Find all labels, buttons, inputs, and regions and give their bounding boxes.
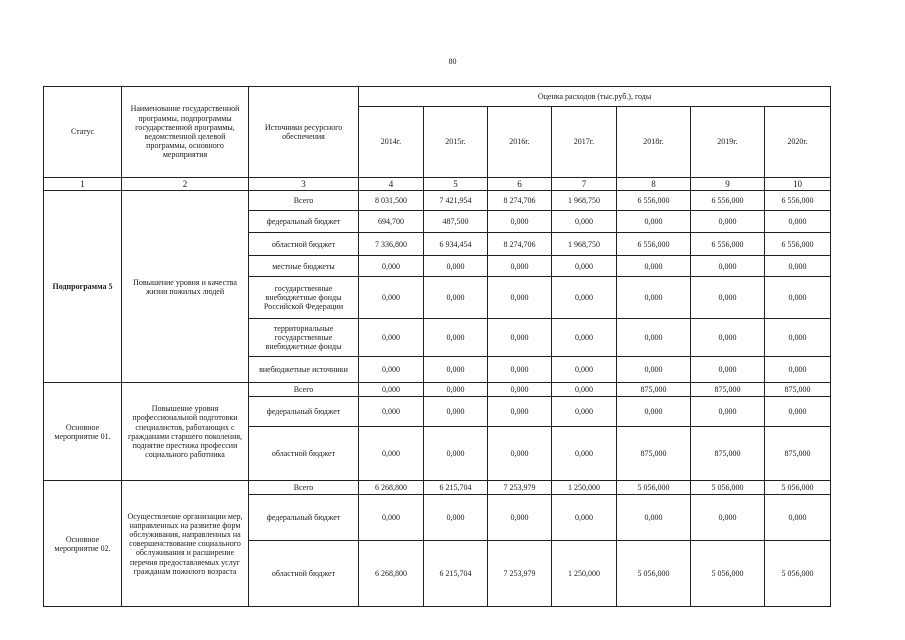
- value-cell: 0,000: [424, 383, 488, 397]
- value-cell: 0,000: [765, 319, 831, 357]
- value-cell: 0,000: [691, 397, 765, 427]
- program-name-cell: Повышение уровня профессиональной подготовки специалистов, работающих с гражданами старшего поколения, поднятие престижа профессии социального работника: [122, 383, 249, 481]
- value-cell: 0,000: [359, 397, 424, 427]
- value-cell: 0,000: [359, 383, 424, 397]
- value-cell: 0,000: [488, 495, 552, 541]
- table-row: [44, 191, 831, 211]
- header-status: Статус: [44, 87, 122, 178]
- value-cell: 0,000: [552, 383, 617, 397]
- value-cell: 6 556,000: [765, 191, 831, 211]
- value-cell: 0,000: [359, 256, 424, 277]
- status-cell: Основное мероприятие 02.: [44, 481, 122, 607]
- column-number: 4: [359, 178, 424, 191]
- value-cell: 5 056,000: [765, 481, 831, 495]
- value-cell: 7 421,954: [424, 191, 488, 211]
- header-costs-title: Оценка расходов (тыс.руб.), годы: [359, 87, 831, 107]
- source-cell: Всего: [249, 191, 359, 211]
- value-cell: 6 268,800: [359, 541, 424, 607]
- program-name-cell: Осуществление организации мер, направленных на развитие форм обслуживания, направленных на совершенствование социального обслуживания и расширение перечня предоставляемых услуг гражданам пожилого возраста: [122, 481, 249, 607]
- header-year: 2020г.: [765, 107, 831, 178]
- value-cell: 875,000: [765, 383, 831, 397]
- value-cell: 0,000: [424, 256, 488, 277]
- value-cell: 875,000: [691, 427, 765, 481]
- value-cell: 875,000: [617, 427, 691, 481]
- value-cell: 5 056,000: [617, 481, 691, 495]
- table-body: [44, 191, 831, 607]
- column-number: 9: [691, 178, 765, 191]
- status-cell: Подпрограмма 5: [44, 191, 122, 383]
- source-cell: Всего: [249, 383, 359, 397]
- value-cell: 0,000: [617, 211, 691, 233]
- value-cell: 0,000: [359, 427, 424, 481]
- header-year: 2016г.: [488, 107, 552, 178]
- source-cell: государственные внебюджетные фонды Российской Федерации: [249, 277, 359, 319]
- value-cell: 0,000: [488, 397, 552, 427]
- value-cell: 0,000: [552, 256, 617, 277]
- value-cell: 1 250,000: [552, 481, 617, 495]
- value-cell: 1 968,750: [552, 233, 617, 256]
- source-cell: федеральный бюджет: [249, 495, 359, 541]
- column-number: 5: [424, 178, 488, 191]
- value-cell: 0,000: [765, 357, 831, 383]
- value-cell: 0,000: [691, 211, 765, 233]
- value-cell: 0,000: [424, 277, 488, 319]
- source-cell: внебюджетные источники: [249, 357, 359, 383]
- value-cell: 875,000: [691, 383, 765, 397]
- column-number: 6: [488, 178, 552, 191]
- value-cell: 8 274,706: [488, 191, 552, 211]
- value-cell: 0,000: [359, 319, 424, 357]
- value-cell: 0,000: [617, 277, 691, 319]
- status-cell: Основное мероприятие 01.: [44, 383, 122, 481]
- source-cell: областной бюджет: [249, 427, 359, 481]
- source-cell: федеральный бюджет: [249, 397, 359, 427]
- value-cell: 0,000: [359, 357, 424, 383]
- column-number: 10: [765, 178, 831, 191]
- value-cell: 0,000: [552, 397, 617, 427]
- value-cell: 0,000: [617, 319, 691, 357]
- program-name-cell: Повышение уровня и качества жизни пожилых людей: [122, 191, 249, 383]
- value-cell: 487,500: [424, 211, 488, 233]
- value-cell: 6 215,704: [424, 481, 488, 495]
- column-number: 3: [249, 178, 359, 191]
- value-cell: 0,000: [691, 256, 765, 277]
- value-cell: 0,000: [765, 397, 831, 427]
- value-cell: 6 556,000: [617, 233, 691, 256]
- value-cell: 5 056,000: [765, 541, 831, 607]
- value-cell: 0,000: [765, 495, 831, 541]
- value-cell: 0,000: [552, 211, 617, 233]
- value-cell: 875,000: [617, 383, 691, 397]
- header-source: Источники ресурсного обеспечения: [249, 87, 359, 178]
- value-cell: 0,000: [691, 357, 765, 383]
- value-cell: 0,000: [617, 357, 691, 383]
- header-name: Наименование государственной программы, подпрограммы государственной программы, ведомственной целевой программы, основного мероприятия: [122, 87, 249, 178]
- value-cell: 0,000: [424, 397, 488, 427]
- source-cell: федеральный бюджет: [249, 211, 359, 233]
- value-cell: 6 215,704: [424, 541, 488, 607]
- value-cell: 0,000: [488, 357, 552, 383]
- value-cell: 0,000: [359, 277, 424, 319]
- header-year: 2018г.: [617, 107, 691, 178]
- value-cell: 0,000: [488, 427, 552, 481]
- value-cell: 0,000: [617, 397, 691, 427]
- value-cell: 0,000: [488, 256, 552, 277]
- column-number: 7: [552, 178, 617, 191]
- value-cell: 1 250,000: [552, 541, 617, 607]
- value-cell: 875,000: [765, 427, 831, 481]
- column-number: 2: [122, 178, 249, 191]
- value-cell: 0,000: [359, 495, 424, 541]
- header-year: 2014г.: [359, 107, 424, 178]
- value-cell: 6 934,454: [424, 233, 488, 256]
- column-number: 1: [44, 178, 122, 191]
- column-number: 8: [617, 178, 691, 191]
- page-number: 80: [448, 57, 457, 66]
- value-cell: 0,000: [617, 256, 691, 277]
- value-cell: 0,000: [552, 357, 617, 383]
- value-cell: 5 056,000: [691, 541, 765, 607]
- value-cell: 6 556,000: [691, 191, 765, 211]
- source-cell: местные бюджеты: [249, 256, 359, 277]
- source-cell: областной бюджет: [249, 233, 359, 256]
- value-cell: 6 556,000: [617, 191, 691, 211]
- value-cell: 1 968,750: [552, 191, 617, 211]
- value-cell: 0,000: [765, 211, 831, 233]
- value-cell: 0,000: [488, 211, 552, 233]
- value-cell: 5 056,000: [691, 481, 765, 495]
- value-cell: 0,000: [424, 495, 488, 541]
- value-cell: 8 274,706: [488, 233, 552, 256]
- source-cell: Всего: [249, 481, 359, 495]
- source-cell: территориальные государственные внебюджетные фонды: [249, 319, 359, 357]
- value-cell: 6 556,000: [691, 233, 765, 256]
- value-cell: 0,000: [488, 277, 552, 319]
- value-cell: 0,000: [424, 357, 488, 383]
- value-cell: 0,000: [691, 319, 765, 357]
- value-cell: 0,000: [488, 383, 552, 397]
- header-year: 2017г.: [552, 107, 617, 178]
- value-cell: 0,000: [691, 495, 765, 541]
- value-cell: 0,000: [552, 427, 617, 481]
- value-cell: 8 031,500: [359, 191, 424, 211]
- value-cell: 7 336,800: [359, 233, 424, 256]
- value-cell: 0,000: [765, 277, 831, 319]
- value-cell: 0,000: [552, 495, 617, 541]
- header-year: 2015г.: [424, 107, 488, 178]
- value-cell: 7 253,979: [488, 481, 552, 495]
- value-cell: 0,000: [488, 319, 552, 357]
- value-cell: 7 253,979: [488, 541, 552, 607]
- value-cell: 0,000: [765, 256, 831, 277]
- value-cell: 694,700: [359, 211, 424, 233]
- value-cell: 0,000: [691, 277, 765, 319]
- value-cell: 0,000: [552, 319, 617, 357]
- value-cell: 0,000: [424, 427, 488, 481]
- value-cell: 0,000: [617, 495, 691, 541]
- table-row: [44, 383, 831, 397]
- value-cell: 5 056,000: [617, 541, 691, 607]
- value-cell: 6 556,000: [765, 233, 831, 256]
- value-cell: 6 268,800: [359, 481, 424, 495]
- table-row: [44, 481, 831, 495]
- value-cell: 0,000: [552, 277, 617, 319]
- header-year: 2019г.: [691, 107, 765, 178]
- value-cell: 0,000: [424, 319, 488, 357]
- source-cell: областной бюджет: [249, 541, 359, 607]
- budget-table: [43, 86, 831, 607]
